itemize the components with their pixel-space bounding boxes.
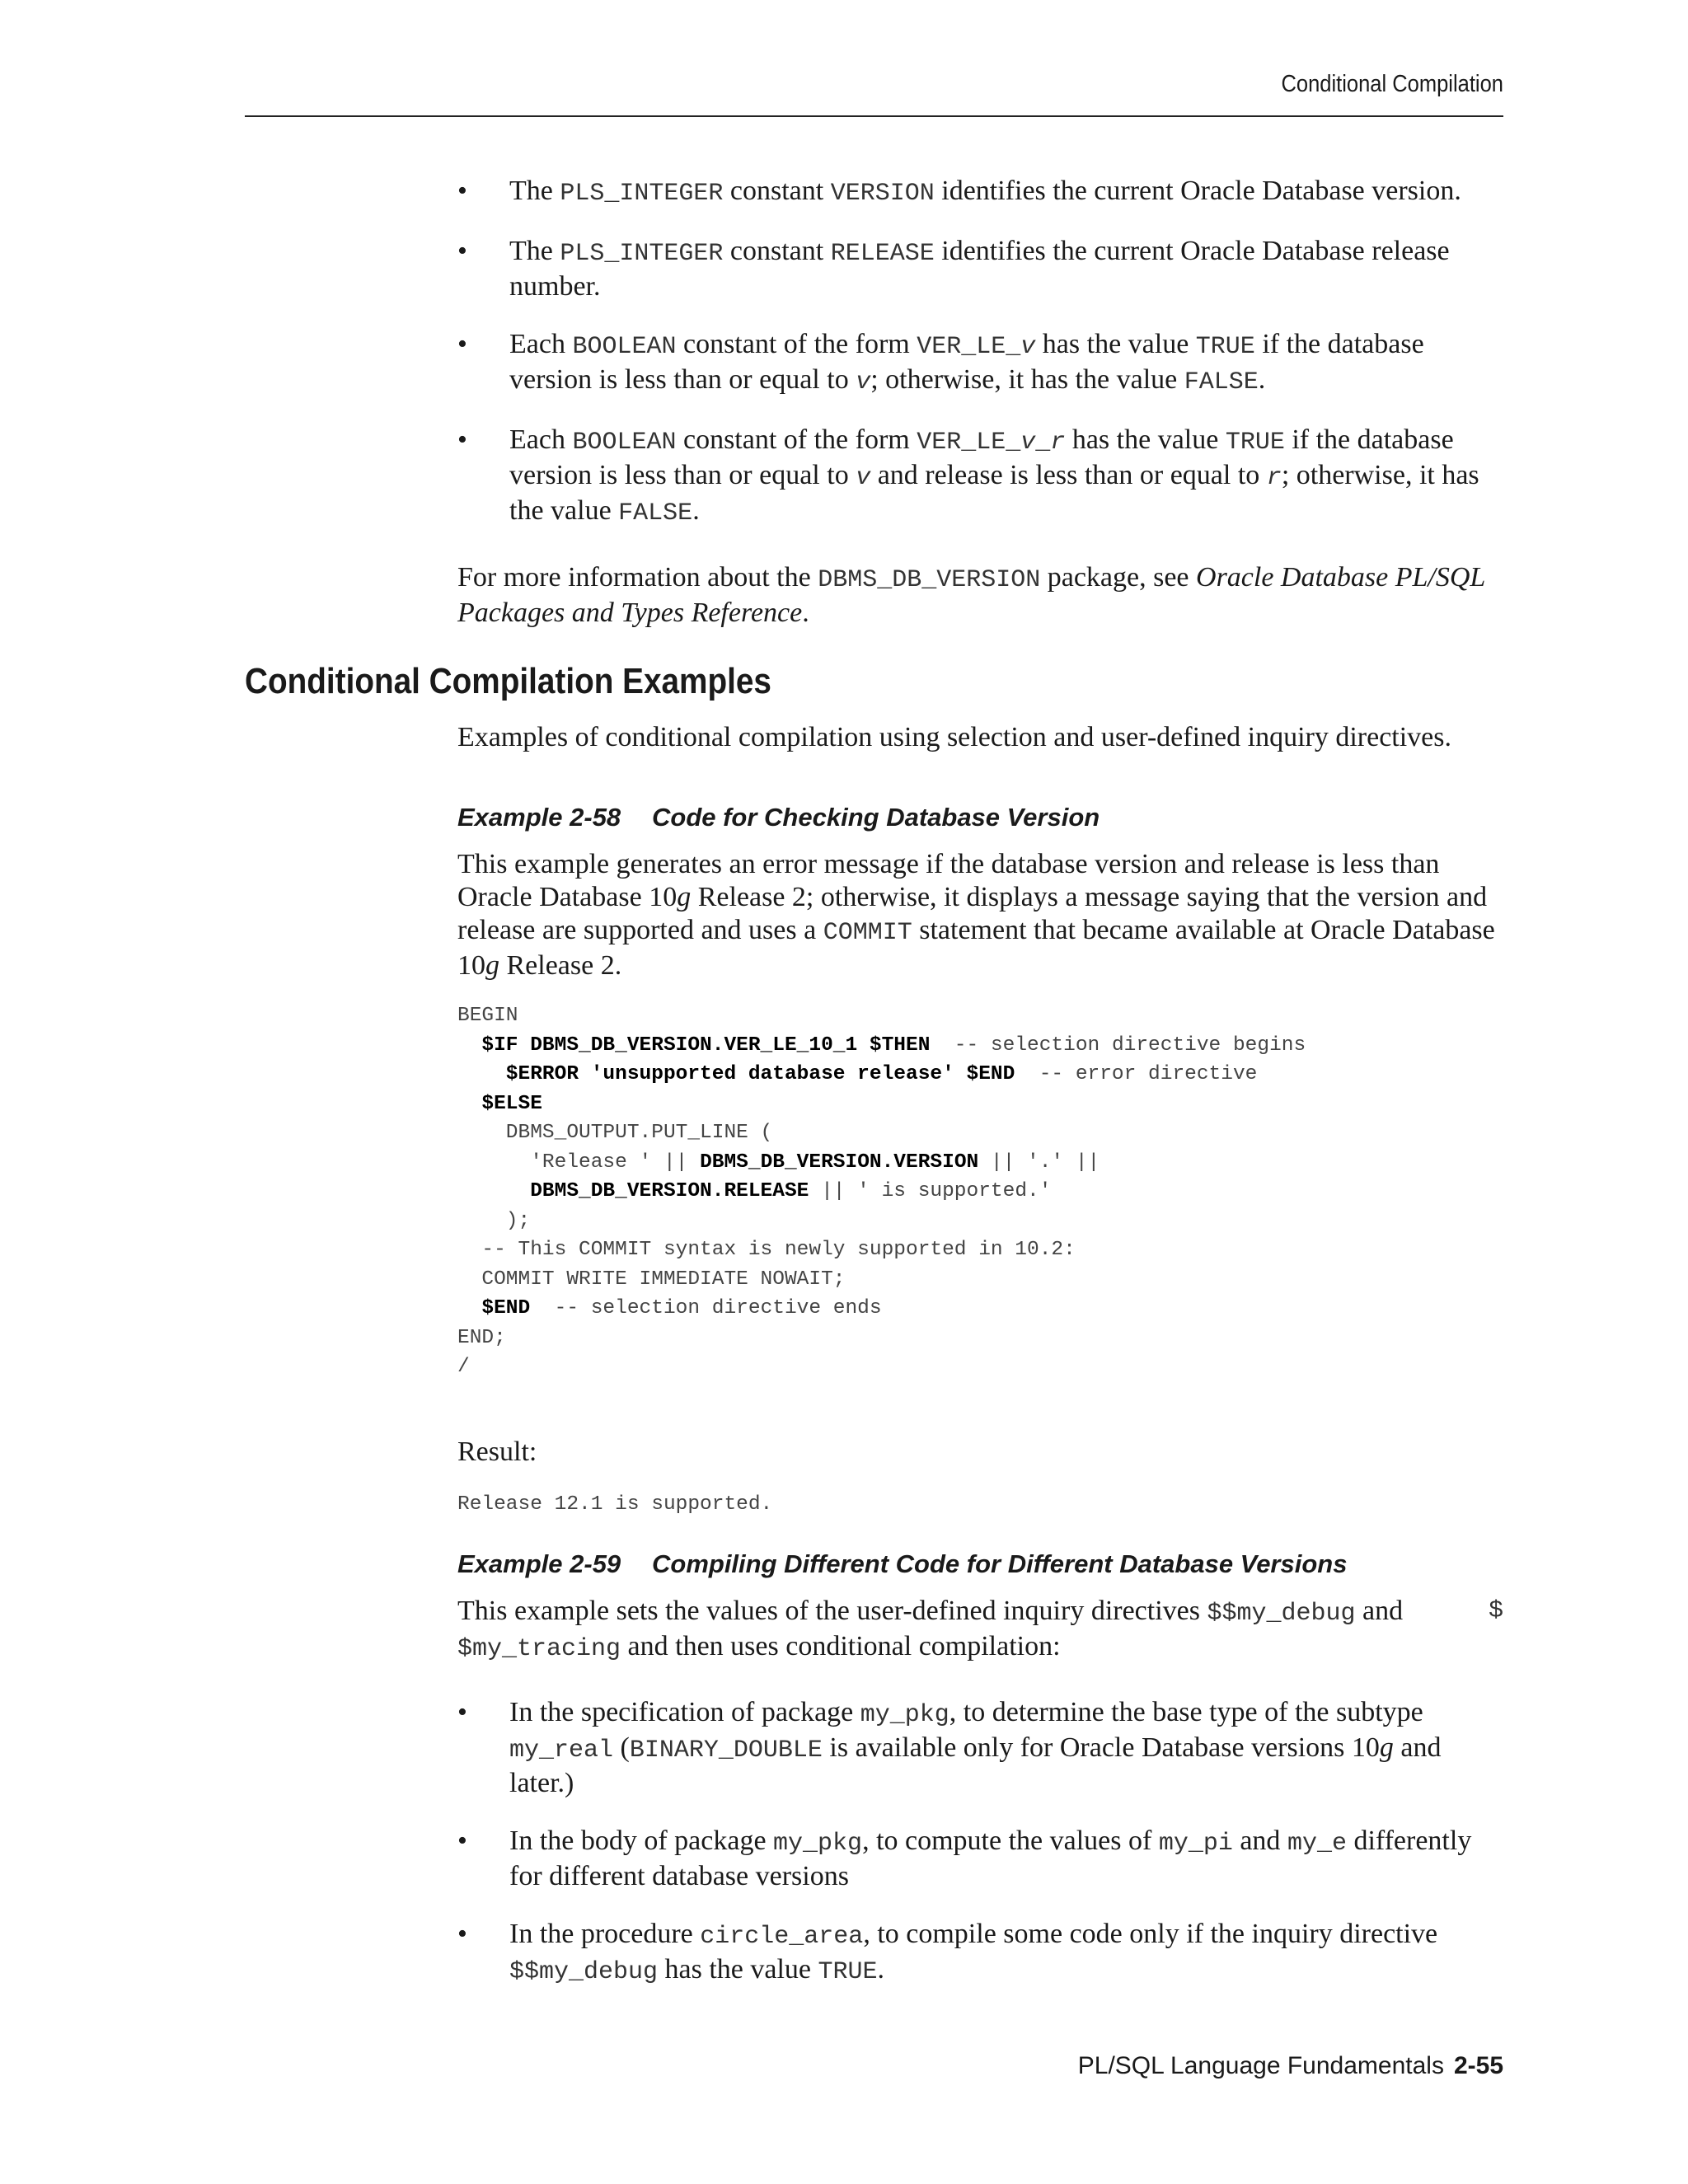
more-info-paragraph: For more information about the DBMS_DB_VERSION package, see Oracle Database PL/SQL Packages and Types Reference. <box>457 562 1485 628</box>
list-item: • In the body of package my_pkg, to compute the values of my_pi and my_e differently for different database versions <box>457 1825 1472 1891</box>
constants-bullet-list <box>457 175 1503 530</box>
description-line-1: This example sets the values of the user-defined inquiry directives $$my_debug and $ <box>457 1596 1503 1628</box>
running-header: Conditional Compilation <box>1281 71 1503 97</box>
reference-link[interactable]: Oracle Database PL/SQL Packages and Types Reference <box>457 562 1485 628</box>
bullet-icon: • <box>457 176 467 206</box>
bullet-icon: • <box>457 1919 467 1949</box>
description-line-2: $my_tracing and then uses conditional compilation: <box>457 1631 1061 1663</box>
example-59-title: Example 2-59 Compiling Different Code for Different Database Versions <box>457 1549 1348 1578</box>
section-intro: Examples of conditional compilation using selection and user-defined inquiry directives. <box>457 722 1452 752</box>
example-58-description: This example generates an error message if the database version and release is less than Oracle Database 10g Release 2; otherwise, it displays a message saying that the version and release are supported and uses a COMMIT statement that became available at Oracle Database 10g Release 2. <box>457 849 1495 981</box>
example-58-title: Example 2-58 Code for Checking Database Version <box>457 803 1100 832</box>
result-label: Result: <box>457 1436 537 1467</box>
list-item: • In the specification of package my_pkg, to determine the base type of the subtype my_real (BINARY_DOUBLE is available only for Oracle Database versions 10g and later.) <box>457 1697 1442 1798</box>
bullet-icon: • <box>457 1697 467 1727</box>
page-footer: PL/SQL Language Fundamentals 2-55 <box>1077 2052 1503 2079</box>
bullet-icon: • <box>457 424 467 455</box>
result-output: Release 12.1 is supported. <box>457 1493 773 1516</box>
example-59-description <box>457 1595 1503 1666</box>
list-item: • Each BOOLEAN constant of the form VER_LE_v_r has the value TRUE if the database version is less than or equal to v and release is less than or equal to r; otherwise, it has the value FALSE. <box>457 424 1479 527</box>
section-title: Conditional Compilation Examples <box>245 661 771 701</box>
list-item: • The PLS_INTEGER constant VERSION identifies the current Oracle Database version. <box>457 176 1461 208</box>
bullet-icon: • <box>457 329 467 359</box>
example-59-bullet-list <box>457 1696 1503 1989</box>
header-rule <box>245 115 1503 117</box>
list-item: • Each BOOLEAN constant of the form VER_LE_v has the value TRUE if the database version is less than or equal to v; otherwise, it has the value FALSE. <box>457 329 1424 396</box>
list-item: • In the procedure circle_area, to compile some code only if the inquiry directive $$my_debug has the value TRUE. <box>457 1919 1438 1986</box>
bullet-icon: • <box>457 1825 467 1856</box>
bullet-icon: • <box>457 236 467 266</box>
page-number: 2-55 <box>1453 2052 1503 2079</box>
example-58-code-block: BEGIN $IF DBMS_DB_VERSION.VER_LE_10_1 $THEN -- selection directive begins $ERROR 'unsupported database release' $END -- error directive $ELSE DBMS_OUTPUT.PUT_LINE ( 'Release ' || DBMS_DB_VERSION.VERSION || '.' || DBMS_DB_VERSION.RELEASE || ' is supported.' ); -- This COMMIT syntax is newly supported in 10.2: COMMIT WRITE IMMEDIATE NOWAIT; $END -- selection directive ends END; / <box>457 1005 1306 1378</box>
list-item: • The PLS_INTEGER constant RELEASE identifies the current Oracle Database release number. <box>457 236 1450 302</box>
